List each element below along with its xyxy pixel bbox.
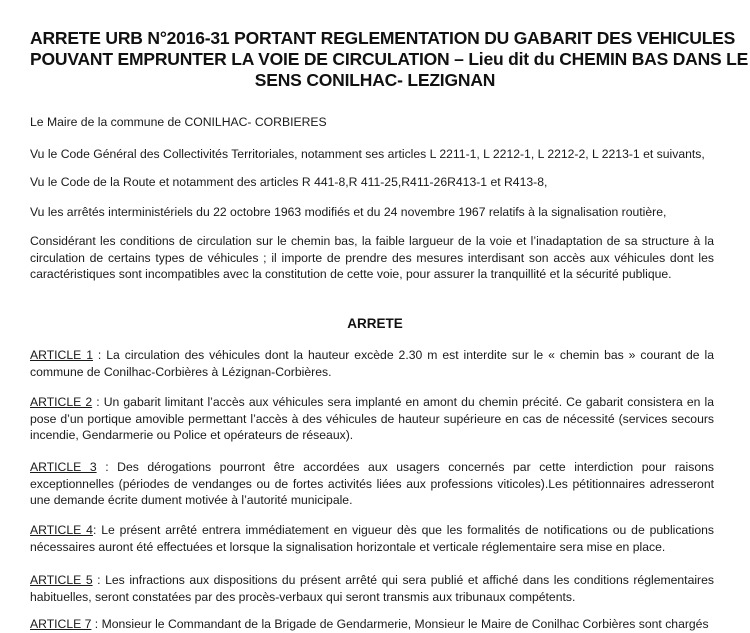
article-7-label: ARTICLE 7: [30, 617, 92, 631]
article-2-label: ARTICLE 2: [30, 395, 93, 409]
considerant-paragraph: Considérant les conditions de circulation sur le chemin bas, la faible largueur de la voie et l’inadaptation de sa structure à la circulation de certains types de véhicules ; il importe de prendre des mesures interdisant son accès aux véhicules dont les caractéristiques sont incompatibles avec la constitution de cette voie, pour assurer la tranquillité et la sécurité publique.: [30, 234, 714, 281]
vu-code-collectivites: Vu le Code Général des Collectivités Territoriales, notamment ses articles L 2211-1, L 2212-1, L 2212-2, L 2213-1 et suivants,: [30, 147, 705, 161]
article-3-text: : Des dérogations pourront être accordées aux usagers concernés par cette interdiction pour raisons exceptionnelles (périodes de vendanges ou de fortes activités liées aux professions viticoles).Les pétitionnaires adresseront une demande écrite dument motivée à l’autorité municipale.: [30, 460, 714, 507]
article-4-text: : Le présent arrêté entrera immédiatement en vigueur dès que les formalités de notifications ou de publications nécessaires auront été effectuées et lorsque la signalisation horizontale et verticale réglementaire sera mise en place.: [30, 523, 714, 554]
article-1-text: : La circulation des véhicules dont la hauteur excède 2.30 m est interdite sur le « chemin bas » courant de la commune de Conilhac-Corbières à Lézignan-Corbières.: [30, 348, 714, 379]
title-line-3: SENS CONILHAC- LEZIGNAN: [254, 70, 496, 90]
article-5-text: : Les infractions aux dispositions du présent arrêté qui sera publié et affiché dans les conditions réglementaires habituelles, seront constatées par des procès-verbaux qui seront transmis aux tribunaux compétents.: [30, 573, 714, 604]
article-4-label: ARTICLE 4: [30, 523, 93, 537]
article-4: [30, 522, 714, 555]
article-2-text: : Un gabarit limitant l’accès aux véhicules sera implanté en amont du chemin précité. Ce gabarit consistera en la pose d’un portique amovible permettant l’accès à des véhicules de hauteur supérieure en cas de nécessité (services secours incendie, Gendarmerie ou Police et opérateurs de réseaux).: [30, 395, 715, 442]
article-7-text: : Monsieur le Commandant de la Brigade de Gendarmerie, Monsieur le Maire de Conilhac Corbières sont chargés: [91, 617, 709, 631]
vu-arretes-interministeriels: Vu les arrêtés interministériels du 22 octobre 1963 modifiés et du 24 novembre 1967 relatifs à la signalisation routière,: [30, 205, 667, 219]
maire-line: Le Maire de la commune de CONILHAC- CORBIERES: [30, 115, 327, 129]
article-1: [30, 347, 714, 380]
article-7: [30, 616, 714, 633]
document-title: [30, 28, 749, 91]
article-5: [30, 572, 714, 605]
article-1-label: ARTICLE 1: [30, 348, 93, 362]
article-3: [30, 459, 714, 509]
title-line-2: POUVANT EMPRUNTER LA VOIE DE CIRCULATION – Lieu dit du CHEMIN BAS DANS LE: [30, 49, 749, 69]
arrete-heading: ARRETE: [347, 316, 403, 331]
title-line-1: ARRETE URB N°2016-31 PORTANT REGLEMENTATION DU GABARIT DES VEHICULES: [30, 28, 736, 48]
article-2: [30, 394, 714, 444]
vu-code-route: Vu le Code de la Route et notamment des articles R 441-8,R 411-25,R411-26R413-1 et R413-8,: [30, 175, 548, 189]
article-3-label: ARTICLE 3: [30, 460, 97, 474]
article-5-label: ARTICLE 5: [30, 573, 93, 587]
